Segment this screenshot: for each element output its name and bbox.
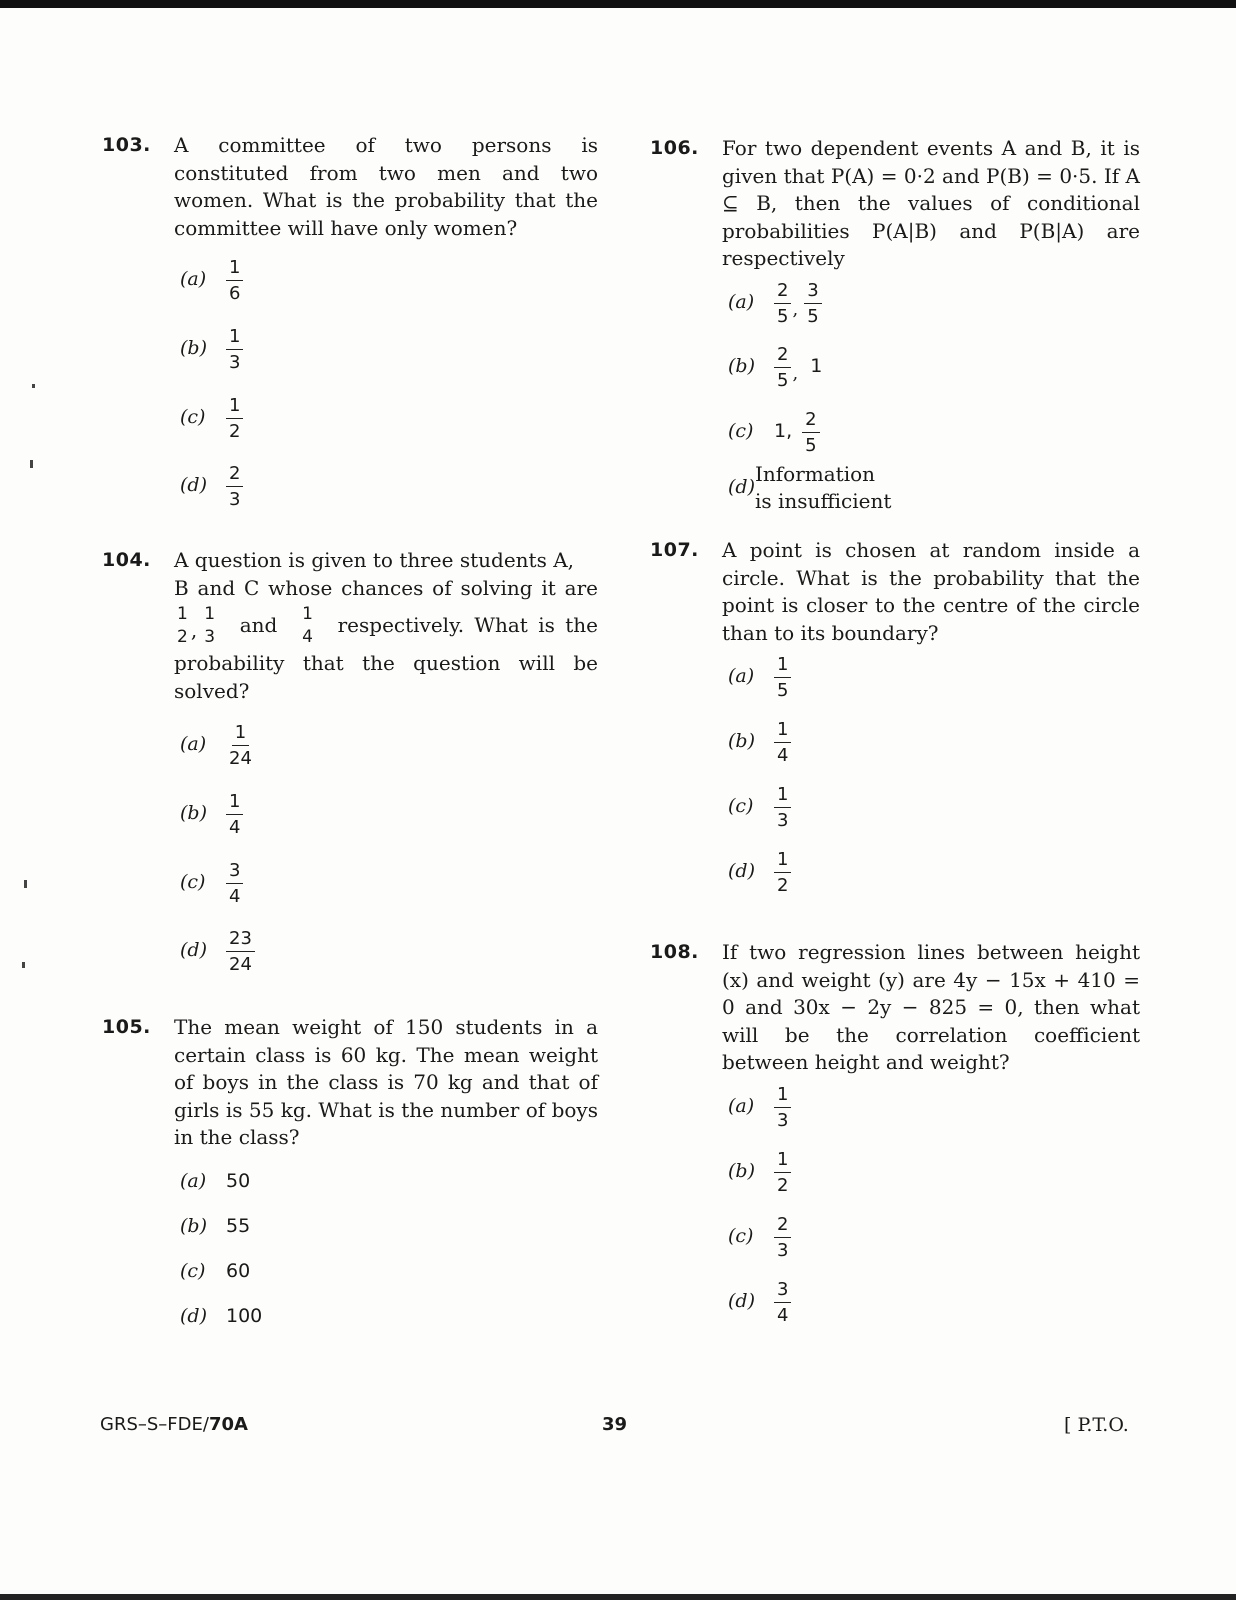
option-d[interactable]	[728, 458, 894, 518]
option-label: (a)	[180, 733, 207, 756]
option-c[interactable]	[728, 402, 820, 462]
option-a[interactable]	[728, 1077, 791, 1137]
fraction: $\frac{2}{5}$	[774, 344, 791, 391]
option-label: (a)	[180, 1170, 207, 1193]
option-label: (d)	[180, 939, 207, 962]
fraction: $\frac{1}{6}$	[226, 257, 243, 304]
paper-code: GRS–S–FDE/70A	[100, 1414, 248, 1435]
option-d[interactable]	[180, 921, 255, 981]
question-text: The mean weight of 150 students in a certain class is 60 kg. The mean weight of boys in the class is 70 kg and that of girls is 55 kg. What is the number of boys in the class?	[174, 1015, 598, 1149]
fraction: $\frac{1}{2}$	[774, 1149, 791, 1196]
pto-label: [ P.T.O.	[1064, 1414, 1129, 1436]
option-label: (b)	[180, 337, 207, 360]
option-label: (a)	[180, 268, 207, 291]
option-b[interactable]	[728, 712, 791, 772]
fraction: $\frac{1}{3}$	[226, 326, 243, 373]
question-number: 104.	[102, 549, 151, 571]
option-value: 50	[226, 1170, 251, 1193]
question-text: A committee of two persons is constituted from two men and two women. What is the probability that the committee will have only women?	[174, 133, 598, 240]
option-label: (b)	[180, 1215, 207, 1238]
text-and: and	[239, 613, 278, 638]
option-a[interactable]	[180, 715, 255, 775]
comma: ,	[792, 363, 799, 385]
question-number: 103.	[102, 134, 151, 156]
option-d[interactable]	[180, 1287, 262, 1347]
option-c[interactable]	[728, 1207, 791, 1267]
option-label: (c)	[180, 1260, 206, 1283]
fraction: $\frac{1}{4}$	[226, 791, 243, 838]
option-d[interactable]	[180, 456, 243, 516]
option-label: (d)	[728, 1290, 755, 1313]
option-a[interactable]	[728, 647, 791, 707]
fraction: $\frac{3}{5}$	[804, 280, 821, 327]
option-value: 1,	[774, 420, 793, 443]
fraction: $\frac{1}{5}$	[774, 654, 791, 701]
fraction: $\frac{1}{24}$	[229, 721, 252, 769]
option-value: 1	[810, 355, 823, 378]
question-number: 105.	[102, 1016, 151, 1038]
option-c[interactable]	[180, 388, 243, 448]
comma: ,	[792, 299, 799, 321]
option-label: (c)	[728, 1225, 754, 1248]
option-label: (d)	[728, 476, 755, 499]
scan-mark	[32, 384, 35, 388]
option-value: 100	[226, 1305, 263, 1328]
scan-mark	[24, 880, 27, 888]
option-d[interactable]	[728, 1272, 791, 1332]
option-label: (b)	[728, 355, 755, 378]
text-line: A question is given to three students A,	[174, 548, 574, 572]
option-c[interactable]	[180, 853, 243, 913]
option-a[interactable]	[180, 250, 243, 310]
option-d[interactable]	[728, 842, 791, 902]
fraction: $\frac{1}{4}$	[774, 719, 791, 766]
text-line: B and C whose chances of solving it are	[174, 575, 598, 600]
fraction: 1 2	[177, 604, 188, 647]
question-number: 107.	[650, 539, 699, 561]
option-b[interactable]	[180, 784, 243, 844]
option-label: (d)	[180, 1305, 207, 1328]
option-value: Information is insufficient	[755, 461, 892, 513]
fraction: $\frac{1}{3}$	[774, 784, 791, 831]
option-label: (a)	[728, 665, 755, 688]
fraction: $\frac{2}{3}$	[774, 1214, 791, 1261]
fraction: $\frac{23}{24}$	[226, 928, 255, 975]
question-text: For two dependent events A and B, it is given that P(A) = 0·2 and P(B) = 0·5. If A ⊆ B, then the values of conditional probabilities P(A|B) and P(B|A) are respectively	[722, 136, 1140, 270]
question-number: 108.	[650, 941, 699, 963]
question-text	[174, 547, 598, 705]
question-number: 106.	[650, 137, 699, 159]
option-label: (a)	[728, 291, 755, 314]
fraction: $\frac{2}{3}$	[226, 463, 243, 510]
option-label: (a)	[728, 1095, 755, 1118]
text-line-fractions: 1 2 , 1 3 and 1 4 respectively. What is the	[174, 604, 598, 648]
option-label: (c)	[180, 871, 206, 894]
fraction: $\frac{2}{5}$	[802, 409, 819, 456]
question-text: A point is chosen at random inside a circle. What is the probability that the point is closer to the centre of the circle than to its boundary?	[722, 538, 1140, 645]
fraction: $\frac{3}{4}$	[774, 1279, 791, 1326]
fraction: $\frac{1}{2}$	[774, 849, 791, 896]
option-b[interactable]	[180, 319, 243, 379]
option-b[interactable]	[728, 1142, 791, 1202]
fraction: 1 3	[204, 604, 216, 647]
option-value: 60	[226, 1260, 251, 1283]
option-a[interactable]	[728, 273, 822, 333]
bottom-border	[0, 1594, 1236, 1600]
fraction: $\frac{1}{3}$	[774, 1084, 791, 1131]
fraction: $\frac{2}{5}$	[774, 280, 791, 327]
page-number: 39	[602, 1414, 628, 1435]
fraction: $\frac{3}{4}$	[226, 860, 243, 907]
option-b[interactable]	[728, 337, 822, 397]
scan-mark	[22, 962, 25, 968]
text-after: respectively. What is the	[337, 613, 598, 638]
option-label: (b)	[728, 1160, 755, 1183]
fraction: $\frac{1}{2}$	[226, 395, 243, 442]
text-line: probability that the question will be solved?	[174, 651, 598, 703]
option-label: (d)	[180, 474, 207, 497]
option-label: (b)	[180, 802, 207, 825]
fraction: 1 4	[302, 604, 313, 647]
question-text: If two regression lines between height (x) and weight (y) are 4y − 15x + 410 = 0 and 30x − 2y − 825 = 0, then what will be the correlation coefficient between height and weight?	[722, 940, 1140, 1074]
option-value: 55	[226, 1215, 251, 1238]
option-label: (b)	[728, 730, 755, 753]
option-label: (d)	[728, 860, 755, 883]
option-label: (c)	[728, 420, 754, 443]
scan-mark	[30, 460, 33, 468]
top-border	[0, 0, 1236, 8]
option-label: (c)	[180, 406, 206, 429]
option-label: (c)	[728, 795, 754, 818]
option-c[interactable]	[728, 777, 791, 837]
